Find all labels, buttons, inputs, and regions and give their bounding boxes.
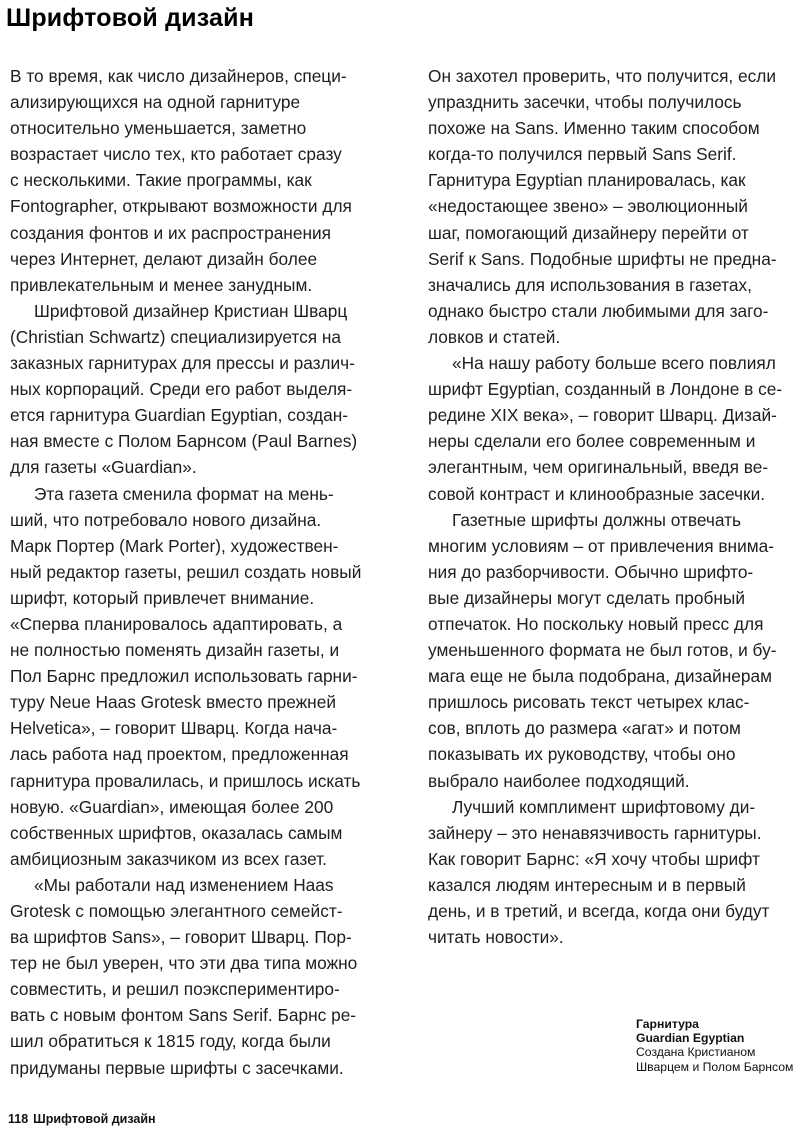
text-line: совой контраст и клинообразные засечки. [428,483,766,504]
text-line: Grotesk с помощью элегантного семейст- [10,901,343,921]
text-line: день, и в третий, и всегда, когда они будут [428,901,770,921]
text-line: ный редактор газеты, решил создать новый [10,561,362,582]
text-line: ловков и статей. [428,326,561,347]
text-line: вые дизайнеры могут сделать пробный [428,587,745,608]
page-footer [8,1111,156,1127]
text-line: (Christian Schwartz) специализируется на [10,326,342,347]
text-line: новую. «Guardian», имеющая более 200 [10,796,334,817]
text-line: отпечаток. Но поскольку новый пресс для [428,613,764,634]
text-line: «недостающее звено» – эволюционный [428,196,748,217]
text-line: Эта газета сменила формат на мень- [34,483,334,504]
text-line: Лучший комплимент шрифтовому ди- [452,796,756,817]
text-line: пришлось рисовать текст четырех клас- [428,692,750,713]
text-line: упразднить засечки, чтобы получилось [428,92,742,113]
text-line: Fontographer, открывают возможности для [10,196,352,217]
text-line: Он захотел проверить, что получится, если [428,66,777,86]
text-line: однако быстро стали любимыми для заго- [428,300,769,321]
text-line: создания фонтов и их распространения [10,222,332,243]
text-line: когда-то получился первый Sans Serif. [428,144,737,165]
text-line: неры сделали его более современным и [428,431,756,452]
running-footer-section: Шрифтовой дизайн [33,1112,156,1126]
text-line: В то время, как число дизайнеров, специ- [10,66,347,86]
text-line: «Сперва планировалось адаптировать, а [10,613,343,634]
text-line: ния до разборчивости. Обычно шрифто- [428,561,754,582]
text-line: «На нашу работу больше всего повлиял [452,353,776,374]
text-line: «Мы работали над изменением Haas [34,874,334,895]
text-line: Гарнитура Egyptian планировалась, как [428,170,746,191]
text-line: не полностью поменять дизайн газеты, и [10,640,340,661]
text-line: сов, вплоть до размера «агат» и потом [428,718,741,739]
text-line: совместить, и решил поэкспериментиро- [10,979,340,1000]
text-line: читать новости». [428,927,564,948]
caption-label: Гарнитура [636,1017,699,1031]
caption-credit-line-2: Шварцем и Полом Барнсом [636,1059,794,1074]
text-line: туру Neue Haas Grotesk вместо прежней [10,692,336,713]
text-line: Как говорит Барнс: «Я хочу чтобы шрифт [428,848,760,869]
text-line: казался людям интересным и в первый [428,874,746,895]
text-line: лась работа над проектом, предложенная [10,744,349,765]
text-line: элегантным, чем оригинальный, введя ве- [428,457,769,478]
text-line: для газеты «Guardian». [10,457,197,478]
text-line: показывать их руководству, чтобы оно [428,744,736,765]
text-line: собственных шрифтов, оказалась самым [10,822,343,843]
text-line: значались для использования в газетах, [428,274,752,295]
text-line: с несколькими. Такие программы, как [10,170,312,191]
text-line: шил обратиться к 1815 году, когда были [10,1031,331,1052]
text-line: мага еще не была подобрана, дизайнерам [428,666,772,687]
text-line: Марк Портер (Mark Porter), художествен- [10,535,339,556]
text-line: тер не был уверен, что эти два типа можно [10,953,358,974]
text-line: Helvetica», – говорит Шварц. Когда нача- [10,718,338,739]
text-line: Газетные шрифты должны отвечать [452,509,742,530]
right-text-column [428,63,810,950]
text-line: гарнитура провалилась, и пришлось искать [10,770,361,791]
text-line: многим условиям – от привлечения внима- [428,535,775,556]
text-line: возрастает число тех, кто работает сразу [10,144,342,165]
text-line: Пол Барнс предложил использовать гарни- [10,666,358,687]
text-line: Serif к Sans. Подобные шрифты не предна- [428,248,777,269]
text-line: ется гарнитура Guardian Egyptian, создан- [10,405,349,426]
text-line: уменьшенного формата не был готов, и бу- [428,640,777,661]
image-caption [636,1017,810,1074]
text-line: вать с новым фонтом Sans Serif. Барнс ре- [10,1005,357,1026]
caption-credit-line-1: Создана Кристианом [636,1045,756,1060]
text-line: ший, что потребовало нового дизайна. [10,509,322,530]
text-line: зайнеру – это ненавязчивость гарнитуры. [428,822,762,843]
text-line: шрифт, который привлечет внимание. [10,587,315,608]
text-line: редине XIX века», – говорит Шварц. Дизай- [428,405,777,426]
text-line: ная вместе с Полом Барнсом (Paul Barnes) [10,431,358,452]
text-line: придуманы первые шрифты с засечками. [10,1057,344,1078]
text-line: относительно уменьшается, заметно [10,118,307,139]
text-line: заказных гарнитурах для прессы и различ- [10,353,355,374]
caption-typeface-name: Guardian Egyptian [636,1031,745,1046]
text-line: похоже на Sans. Именно таким способом [428,118,760,139]
text-line: Шрифтовой дизайнер Кристиан Шварц [34,300,348,321]
left-text-column [10,63,390,1081]
text-line: амбициозным заказчиком из всех газет. [10,848,327,869]
text-line: выбрало наиболее подходящий. [428,770,690,791]
text-line: привлекательным и менее занудным. [10,274,313,295]
text-line: шрифт Egyptian, созданный в Лондоне в се- [428,379,783,400]
text-line: ва шрифтов Sans», – говорит Шварц. Пор- [10,927,352,948]
text-line: ных корпораций. Среди его работ выделя- [10,379,353,400]
text-line: шаг, помогающий дизайнеру перейти от [428,222,749,243]
text-line: через Интернет, делают дизайн более [10,248,318,269]
page-number: 118 [8,1112,29,1126]
page-title: Шрифтовой дизайн [6,4,255,32]
text-line: ализирующихся на одной гарнитуре [10,92,301,113]
